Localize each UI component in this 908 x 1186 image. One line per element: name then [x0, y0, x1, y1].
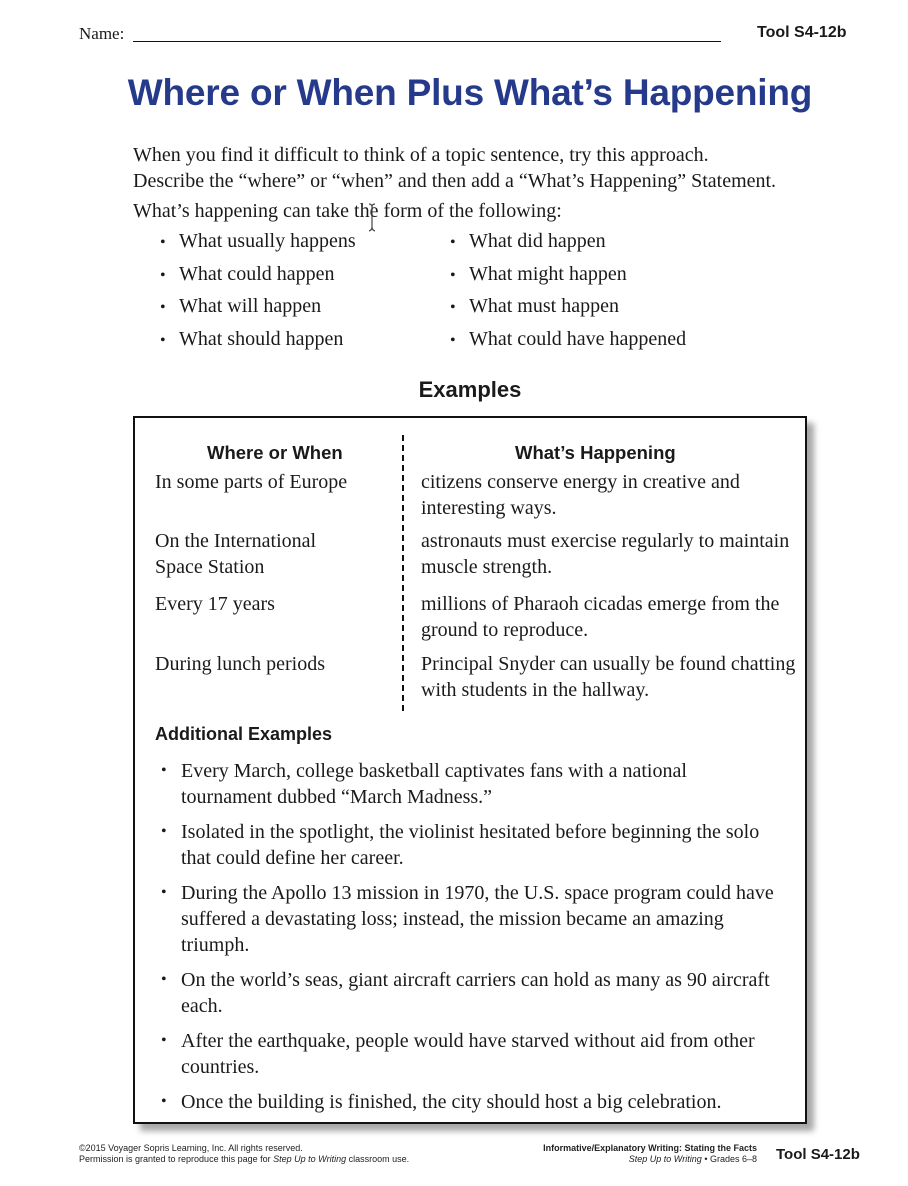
list-item: • What usually happens [160, 226, 356, 259]
intro-line-2: Describe the “where” or “when” and then add a “What’s Happening” Statement. [133, 170, 777, 192]
book-unit: Informative/Explanatory Writing: Stating the Facts [543, 1143, 757, 1153]
list-item: • What must happen [450, 291, 686, 324]
example-what: citizens conserve energy in creative and interesting ways. [421, 471, 740, 519]
name-label: Name: [79, 24, 125, 43]
example-where: During lunch periods [155, 653, 325, 675]
series-grades [543, 1154, 757, 1165]
additional-examples-list [161, 758, 781, 1124]
column-header-whats-happening: What’s Happening [515, 442, 676, 463]
permission-book-title: Step Up to Writing [273, 1154, 347, 1164]
list-item: • What could happen [160, 259, 356, 292]
example-what: Principal Snyder can usually be found chatting with students in the hallway. [421, 653, 796, 701]
series-title: Step Up to Writing [628, 1154, 702, 1164]
permission-text [79, 1154, 409, 1165]
list-item: • On the world’s seas, giant aircraft carriers can hold as many as 90 aircraft each. [161, 967, 781, 1019]
list-item: • What will happen [160, 291, 356, 324]
intro-line-1: When you find it difficult to think of a topic sentence, try this approach. [133, 144, 709, 166]
intro-line-3: What’s happening can take the form of the following: [133, 200, 562, 222]
column-header-where-or-when: Where or When [207, 442, 343, 463]
permission-suffix: classroom use. [346, 1154, 410, 1164]
examples-box [133, 416, 807, 1124]
text-cursor-icon [367, 203, 377, 233]
list-item: • Isolated in the spotlight, the violinist hesitated before beginning the solo that could define her career. [161, 819, 781, 871]
list-item: • What could have happened [450, 324, 686, 357]
forms-list-left [160, 226, 356, 356]
example-what: millions of Pharaoh cicadas emerge from the ground to reproduce. [421, 593, 780, 641]
page-title: Where or When Plus What’s Happening [127, 72, 813, 113]
list-item: • What should happen [160, 324, 356, 357]
copyright-text: ©2015 Voyager Sopris Learning, Inc. All rights reserved. [79, 1143, 303, 1153]
examples-heading: Examples [418, 377, 522, 402]
permission-prefix: Permission is granted to reproduce this page for [79, 1154, 274, 1164]
footer-copyright [79, 1143, 409, 1165]
footer-book-info [543, 1143, 757, 1165]
example-where: In some parts of Europe [155, 471, 348, 493]
forms-list-right [450, 226, 686, 356]
example-where: On the International Space Station [155, 530, 317, 578]
list-item: • What might happen [450, 259, 686, 292]
tool-id-header: Tool S4-12b [757, 24, 847, 41]
list-item: • Once the building is finished, the city should host a big celebration. [161, 1089, 781, 1115]
name-input-line[interactable] [133, 41, 721, 42]
additional-examples-heading: Additional Examples [155, 724, 333, 744]
tool-id-footer: Tool S4-12b [776, 1146, 860, 1163]
list-item: • Every March, college basketball captivates fans with a national tournament dubbed “March Madness.” [161, 758, 781, 810]
dashed-divider [402, 435, 404, 711]
example-where: Every 17 years [155, 593, 275, 615]
list-item: • After the earthquake, people would have starved without aid from other countries. [161, 1028, 781, 1080]
list-item: • During the Apollo 13 mission in 1970, the U.S. space program could have suffered a devastating loss; instead, the mission became an amazing triumph. [161, 880, 781, 958]
list-item: • What did happen [450, 226, 686, 259]
example-what: astronauts must exercise regularly to maintain muscle strength. [421, 530, 790, 578]
grades-text: • Grades 6–8 [701, 1154, 757, 1164]
intro-text [133, 142, 776, 224]
